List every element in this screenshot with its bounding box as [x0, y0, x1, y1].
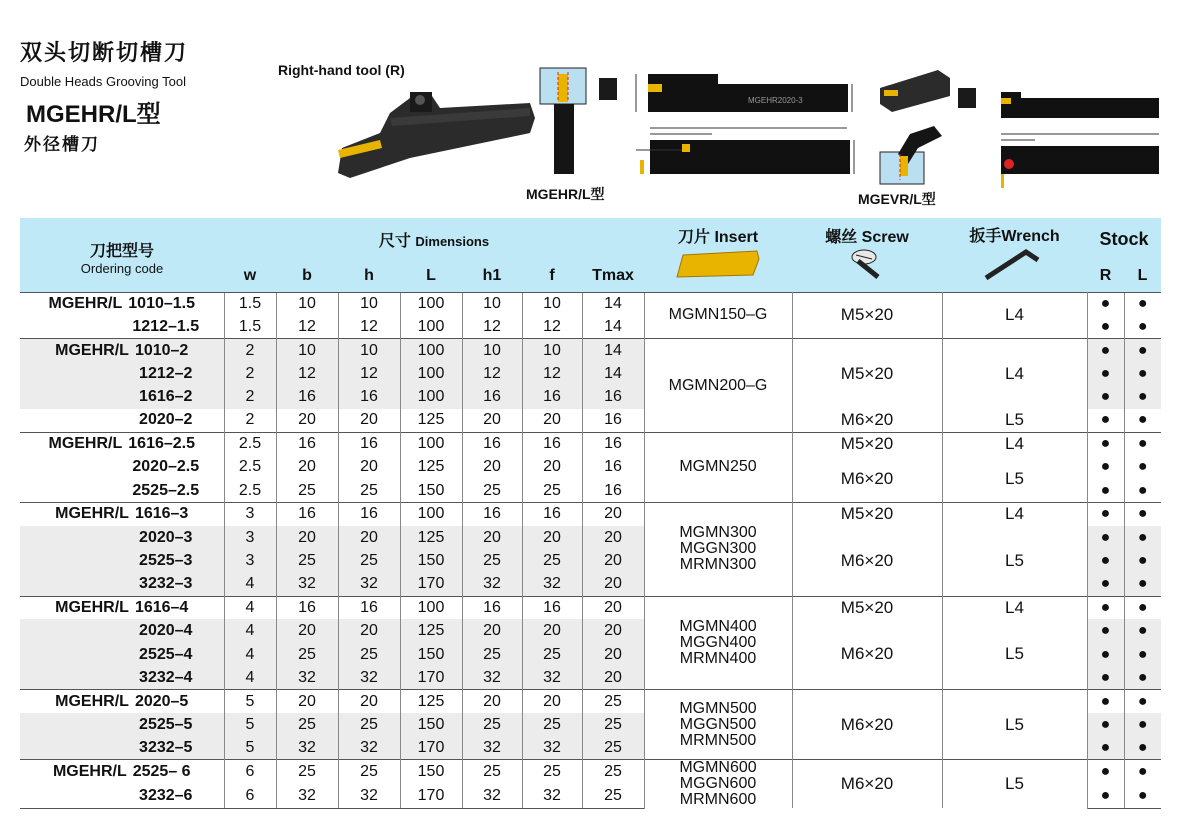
stock-r-cell: ● — [1087, 526, 1124, 549]
dim-w-cell: 2 — [224, 339, 276, 362]
col-b: b — [276, 260, 338, 292]
ordering-code-header: 刀把型号 Ordering code — [20, 218, 224, 292]
dim-f-cell: 10 — [522, 292, 582, 315]
dim-b-cell: 12 — [276, 315, 338, 338]
dim-l-cell: 150 — [400, 713, 462, 736]
dim-w-cell: 2.5 — [224, 432, 276, 455]
dim-l-cell: 170 — [400, 573, 462, 596]
screw-cell: M6×20 — [792, 690, 942, 760]
dim-h-cell: 12 — [338, 315, 400, 338]
dim-h-cell: 10 — [338, 339, 400, 362]
insert-cell: MGMN600 MGGN600 MRMN600 — [644, 760, 792, 809]
ordering-code-cell: 2020–2.5 — [132, 458, 200, 476]
dim-h-cell: 16 — [338, 503, 400, 526]
stock-l-cell: ● — [1124, 666, 1161, 689]
dim-f-cell: 16 — [522, 432, 582, 455]
dim-b-cell: 32 — [276, 666, 338, 689]
table-row — [20, 503, 1161, 526]
dim-h1-cell: 20 — [462, 619, 522, 642]
screw-cell: M5×20 — [792, 339, 942, 409]
dim-b-cell: 20 — [276, 456, 338, 479]
screw-cell: M5×20 — [792, 503, 942, 526]
dim-tmax-cell: 16 — [582, 386, 644, 409]
dim-h1-cell: 10 — [462, 339, 522, 362]
dim-tmax-cell: 20 — [582, 526, 644, 549]
stock-r-cell: ● — [1087, 432, 1124, 455]
ordering-code-cell: MGEHR/L 1010–1.5 — [20, 292, 224, 315]
stock-l-cell: ● — [1124, 760, 1161, 784]
dim-h-cell: 20 — [338, 690, 400, 713]
dim-w-cell: 3 — [224, 503, 276, 526]
dim-h-cell: 16 — [338, 386, 400, 409]
dim-l-cell: 100 — [400, 503, 462, 526]
stock-r-cell: ● — [1087, 666, 1124, 689]
table-row — [20, 690, 1161, 713]
front-schematic — [538, 66, 590, 178]
stock-r-cell: ● — [1087, 339, 1124, 362]
insert-header: 刀片 Insert — [644, 218, 792, 292]
dim-f-cell: 32 — [522, 666, 582, 689]
front-schematic-2 — [878, 124, 944, 186]
dim-h-cell: 12 — [338, 362, 400, 385]
dim-w-cell: 2 — [224, 409, 276, 432]
dim-f-cell: 20 — [522, 526, 582, 549]
dim-h-cell: 32 — [338, 784, 400, 808]
tool-photo — [330, 78, 540, 183]
dim-h1-cell: 20 — [462, 409, 522, 432]
stock-l-cell: ● — [1124, 432, 1161, 455]
ordering-code-cell: 3232–6 — [20, 784, 224, 808]
ordering-code-cell: 2525–4 — [20, 643, 224, 666]
dim-h-cell: 25 — [338, 760, 400, 784]
ordering-code-cell: MGEHR/L 1616–4 — [20, 596, 224, 619]
dim-l-cell: 150 — [400, 643, 462, 666]
col-h1: h1 — [462, 260, 522, 292]
dim-h-cell: 20 — [338, 456, 400, 479]
dim-h1-cell: 32 — [462, 736, 522, 759]
table-row — [20, 409, 1161, 432]
stock-r-cell: ● — [1087, 409, 1124, 432]
dim-l-cell: 125 — [400, 409, 462, 432]
stock-r-cell: ● — [1087, 713, 1124, 736]
ordering-code-cell: 2020–2 — [139, 411, 193, 429]
dim-h1-cell: 25 — [462, 479, 522, 502]
ordering-code-cell: 3232–4 — [20, 666, 224, 689]
stock-r-cell: ● — [1087, 573, 1124, 596]
dim-h-cell: 25 — [338, 643, 400, 666]
dim-l-cell: 100 — [400, 362, 462, 385]
stock-l-cell: ● — [1124, 315, 1161, 338]
ordering-code-cell: 2020–3 — [20, 526, 224, 549]
dim-tmax-cell: 16 — [582, 456, 644, 479]
wrench-cell: L5 — [942, 409, 1087, 432]
col-L: L — [400, 260, 462, 292]
dim-h-cell: 16 — [338, 432, 400, 455]
stock-l-cell: ● — [1124, 549, 1161, 572]
dim-b-cell: 20 — [276, 526, 338, 549]
dim-w-cell: 2.5 — [224, 456, 276, 479]
spec-table — [20, 218, 1161, 809]
dim-h1-cell: 25 — [462, 760, 522, 784]
dim-l-cell: 150 — [400, 479, 462, 502]
dim-tmax-cell: 25 — [582, 690, 644, 713]
screw-cell: M5×20 — [792, 292, 942, 339]
dim-b-cell: 16 — [276, 596, 338, 619]
stock-r-cell: ● — [1087, 315, 1124, 338]
dim-tmax-cell: 20 — [582, 643, 644, 666]
stock-l-cell: ● — [1124, 362, 1161, 385]
screw-cell: M6×20 — [792, 760, 942, 809]
figure-label-mgevr: MGEVR/L型 — [858, 191, 936, 207]
figure-label-mgehr: MGEHR/L型 — [526, 186, 605, 202]
dim-h-cell: 32 — [338, 666, 400, 689]
stock-r-cell: ● — [1087, 760, 1124, 784]
stock-l-cell: ● — [1124, 596, 1161, 619]
dim-h-cell: 32 — [338, 573, 400, 596]
stock-l-cell: ● — [1124, 386, 1161, 409]
screw-cell: M6×20 — [792, 456, 942, 503]
dim-f-cell: 25 — [522, 643, 582, 666]
dim-h1-cell: 20 — [462, 526, 522, 549]
stock-l-cell: ● — [1124, 409, 1161, 432]
dim-f-cell: 20 — [522, 409, 582, 432]
stock-r-cell: ● — [1087, 784, 1124, 808]
stock-r-cell: ● — [1087, 503, 1124, 526]
dim-h1-cell: 32 — [462, 666, 522, 689]
col-stock-r: R — [1087, 260, 1124, 292]
dim-l-cell: 100 — [400, 432, 462, 455]
dim-b-cell: 16 — [276, 503, 338, 526]
dim-w-cell: 3 — [224, 526, 276, 549]
ordering-code-cell: 2525–5 — [20, 713, 224, 736]
dim-b-cell: 25 — [276, 643, 338, 666]
ordering-code-cell: 3232–3 — [20, 573, 224, 596]
dim-l-cell: 125 — [400, 456, 462, 479]
wrench-cell: L5 — [942, 760, 1087, 809]
stock-r-cell: ● — [1087, 619, 1124, 642]
stock-l-cell: ● — [1124, 713, 1161, 736]
dim-b-cell: 25 — [276, 549, 338, 572]
title-english: Double Heads Grooving Tool — [20, 74, 186, 89]
dim-f-cell: 25 — [522, 479, 582, 502]
insert-cube-2 — [956, 86, 978, 110]
dim-l-cell: 100 — [400, 339, 462, 362]
dim-h-cell: 10 — [338, 292, 400, 315]
dim-w-cell: 2 — [224, 362, 276, 385]
dim-b-cell: 32 — [276, 784, 338, 808]
dim-b-cell: 32 — [276, 573, 338, 596]
stock-l-cell: ● — [1124, 526, 1161, 549]
ordering-code-cell: 2525–2.5 — [132, 481, 200, 499]
wrench-cell: L4 — [942, 339, 1087, 409]
screw-cell: M5×20 — [792, 596, 942, 619]
dim-h-cell: 20 — [338, 526, 400, 549]
insert-cube — [597, 76, 619, 102]
wrench-cell: L4 — [942, 432, 1087, 455]
dim-f-cell: 12 — [522, 315, 582, 338]
tool-photo-2 — [878, 68, 953, 116]
ordering-code-cell: 3232–5 — [20, 736, 224, 759]
stock-l-cell: ● — [1124, 573, 1161, 596]
insert-cell: MGMN300 MGGN300 MRMN300 — [644, 503, 792, 597]
table-row — [20, 760, 1161, 784]
dim-h1-cell: 10 — [462, 292, 522, 315]
stock-r-cell: ● — [1087, 456, 1124, 479]
dim-tmax-cell: 16 — [582, 409, 644, 432]
dim-b-cell: 20 — [276, 690, 338, 713]
side-drawing-bottom — [622, 120, 867, 180]
stock-r-cell: ● — [1087, 362, 1124, 385]
wrench-cell: L4 — [942, 596, 1087, 619]
dim-tmax-cell: 16 — [582, 479, 644, 502]
dim-l-cell: 125 — [400, 619, 462, 642]
side-drawing-top — [628, 68, 863, 120]
dim-tmax-cell: 14 — [582, 362, 644, 385]
dim-l-cell: 100 — [400, 386, 462, 409]
dim-w-cell: 3 — [224, 549, 276, 572]
dim-tmax-cell: 20 — [582, 503, 644, 526]
dim-h1-cell: 16 — [462, 432, 522, 455]
dim-h1-cell: 25 — [462, 713, 522, 736]
col-stock-l: L — [1124, 260, 1161, 292]
wrench-cell: L5 — [942, 690, 1087, 760]
dim-b-cell: 25 — [276, 713, 338, 736]
title-chinese: 双头切断切槽刀 — [20, 40, 189, 65]
dim-w-cell: 4 — [224, 643, 276, 666]
dim-tmax-cell: 25 — [582, 784, 644, 808]
stock-l-cell: ● — [1124, 456, 1161, 479]
ordering-code-cell: MGEHR/L 2020–5 — [20, 690, 224, 713]
dim-f-cell: 20 — [522, 690, 582, 713]
dim-f-cell: 32 — [522, 573, 582, 596]
dim-b-cell: 10 — [276, 339, 338, 362]
dim-f-cell: 25 — [522, 713, 582, 736]
title-model: MGEHR/L型 — [26, 101, 161, 128]
stock-l-cell: ● — [1124, 643, 1161, 666]
table-row — [20, 292, 1161, 315]
stock-l-cell: ● — [1124, 292, 1161, 315]
dim-h1-cell: 25 — [462, 643, 522, 666]
stock-r-cell: ● — [1087, 292, 1124, 315]
dim-tmax-cell: 20 — [582, 666, 644, 689]
stock-r-cell: ● — [1087, 690, 1124, 713]
dim-f-cell: 10 — [522, 339, 582, 362]
dim-w-cell: 2.5 — [224, 479, 276, 502]
dim-h1-cell: 16 — [462, 503, 522, 526]
stock-r-cell: ● — [1087, 386, 1124, 409]
dim-h-cell: 25 — [338, 479, 400, 502]
dim-l-cell: 100 — [400, 292, 462, 315]
ordering-code-cell: 2020–4 — [20, 619, 224, 642]
wrench-cell: L4 — [942, 292, 1087, 339]
insert-cell: MGMN400 MGGN400 MRMN400 — [644, 596, 792, 690]
wrench-header: 扳手Wrench — [942, 218, 1087, 292]
dim-f-cell: 32 — [522, 784, 582, 808]
screw-icon — [842, 247, 892, 281]
stock-l-cell: ● — [1124, 736, 1161, 759]
dim-w-cell: 5 — [224, 690, 276, 713]
dim-h1-cell: 20 — [462, 456, 522, 479]
stock-header: Stock — [1087, 218, 1161, 260]
screw-cell: M6×20 — [792, 409, 942, 432]
dim-f-cell: 32 — [522, 736, 582, 759]
table-row — [20, 339, 1161, 362]
dim-tmax-cell: 25 — [582, 760, 644, 784]
dim-w-cell: 2 — [224, 386, 276, 409]
dim-tmax-cell: 20 — [582, 619, 644, 642]
table-row — [20, 456, 1161, 479]
dim-b-cell: 16 — [276, 432, 338, 455]
dim-b-cell: 10 — [276, 292, 338, 315]
dimensions-header: 尺寸 Dimensions — [224, 218, 644, 260]
dim-f-cell: 16 — [522, 503, 582, 526]
dim-f-cell: 16 — [522, 596, 582, 619]
dim-f-cell: 20 — [522, 456, 582, 479]
dim-h1-cell: 16 — [462, 386, 522, 409]
dim-f-cell: 25 — [522, 760, 582, 784]
ordering-code-cell: 1616–2 — [20, 386, 224, 409]
screw-cell: M6×20 — [792, 526, 942, 596]
screw-cell: M5×20 — [792, 432, 942, 455]
stock-l-cell: ● — [1124, 503, 1161, 526]
stock-l-cell: ● — [1124, 339, 1161, 362]
ordering-code-cell: MGEHR/L 2525– 6 — [20, 760, 224, 784]
dim-h-cell: 32 — [338, 736, 400, 759]
stock-l-cell: ● — [1124, 619, 1161, 642]
dim-w-cell: 5 — [224, 736, 276, 759]
dim-f-cell: 25 — [522, 549, 582, 572]
dim-w-cell: 4 — [224, 596, 276, 619]
dim-w-cell: 1.5 — [224, 292, 276, 315]
dim-tmax-cell: 20 — [582, 596, 644, 619]
dim-l-cell: 150 — [400, 549, 462, 572]
dim-w-cell: 6 — [224, 784, 276, 808]
table-row — [20, 432, 1161, 455]
stock-r-cell: ● — [1087, 479, 1124, 502]
stock-l-cell: ● — [1124, 784, 1161, 808]
table-row — [20, 619, 1161, 642]
dim-tmax-cell: 20 — [582, 573, 644, 596]
insert-cell: MGMN250 — [644, 432, 792, 502]
wrench-icon — [980, 246, 1050, 282]
dim-b-cell: 25 — [276, 760, 338, 784]
col-h: h — [338, 260, 400, 292]
dim-w-cell: 4 — [224, 573, 276, 596]
wrench-cell: L5 — [942, 619, 1087, 689]
stock-r-cell: ● — [1087, 736, 1124, 759]
dim-h-cell: 25 — [338, 549, 400, 572]
ordering-code-cell: MGEHR/L 1616–3 — [20, 503, 224, 526]
dim-h1-cell: 32 — [462, 573, 522, 596]
ordering-code-cell: MGEHR/L 1616–2.5 — [20, 432, 224, 455]
dim-f-cell: 16 — [522, 386, 582, 409]
title-subtitle: 外径槽刀 — [24, 135, 100, 154]
table-row — [20, 526, 1161, 549]
dim-h1-cell: 25 — [462, 549, 522, 572]
col-tmax: Tmax — [582, 260, 644, 292]
dim-h1-cell: 20 — [462, 690, 522, 713]
insert-icon — [673, 247, 763, 281]
col-f: f — [522, 260, 582, 292]
dim-tmax-cell: 14 — [582, 292, 644, 315]
dim-w-cell: 1.5 — [224, 315, 276, 338]
side-drawing-2 — [985, 84, 1165, 194]
dim-h-cell: 25 — [338, 713, 400, 736]
ordering-code-cell: 2525–3 — [20, 549, 224, 572]
dim-tmax-cell: 14 — [582, 339, 644, 362]
insert-cell: MGMN150–G — [644, 292, 792, 339]
stock-r-cell: ● — [1087, 549, 1124, 572]
dim-tmax-cell: 20 — [582, 549, 644, 572]
dim-l-cell: 100 — [400, 596, 462, 619]
dim-f-cell: 20 — [522, 619, 582, 642]
dim-w-cell: 6 — [224, 760, 276, 784]
stock-l-cell: ● — [1124, 690, 1161, 713]
dim-h1-cell: 12 — [462, 362, 522, 385]
dim-l-cell: 125 — [400, 690, 462, 713]
wrench-cell: L5 — [942, 526, 1087, 596]
dim-b-cell: 12 — [276, 362, 338, 385]
ordering-code-cell: 1212–1.5 — [132, 317, 200, 335]
dim-tmax-cell: 14 — [582, 315, 644, 338]
dim-w-cell: 5 — [224, 713, 276, 736]
wrench-cell: L4 — [942, 503, 1087, 526]
stock-l-cell: ● — [1124, 479, 1161, 502]
dim-w-cell: 4 — [224, 619, 276, 642]
dim-h-cell: 16 — [338, 596, 400, 619]
col-w: w — [224, 260, 276, 292]
ordering-code-cell: 1212–2 — [20, 362, 224, 385]
dim-h-cell: 20 — [338, 409, 400, 432]
dim-b-cell: 32 — [276, 736, 338, 759]
dim-l-cell: 170 — [400, 736, 462, 759]
dim-b-cell: 20 — [276, 409, 338, 432]
dim-l-cell: 125 — [400, 526, 462, 549]
dim-l-cell: 170 — [400, 666, 462, 689]
screw-header: 螺丝 Screw — [792, 218, 942, 292]
dim-f-cell: 12 — [522, 362, 582, 385]
insert-cell: MGMN500 MGGN500 MRMN500 — [644, 690, 792, 760]
dim-w-cell: 4 — [224, 666, 276, 689]
dim-tmax-cell: 16 — [582, 432, 644, 455]
ordering-code-cell: MGEHR/L 1010–2 — [20, 339, 224, 362]
dim-l-cell: 150 — [400, 760, 462, 784]
dim-b-cell: 20 — [276, 619, 338, 642]
stock-r-cell: ● — [1087, 596, 1124, 619]
dim-b-cell: 16 — [276, 386, 338, 409]
stock-r-cell: ● — [1087, 643, 1124, 666]
dim-h1-cell: 12 — [462, 315, 522, 338]
dim-l-cell: 170 — [400, 784, 462, 808]
wrench-cell: L5 — [942, 456, 1087, 503]
dim-h1-cell: 16 — [462, 596, 522, 619]
drawing-model-text: MGEHR2020-3 — [748, 96, 803, 105]
right-hand-label: Right-hand tool (R) — [278, 62, 405, 78]
dim-tmax-cell: 25 — [582, 736, 644, 759]
dim-h1-cell: 32 — [462, 784, 522, 808]
dim-b-cell: 25 — [276, 479, 338, 502]
insert-cell: MGMN200–G — [644, 339, 792, 433]
dim-l-cell: 100 — [400, 315, 462, 338]
screw-cell: M6×20 — [792, 619, 942, 689]
dim-tmax-cell: 25 — [582, 713, 644, 736]
table-row — [20, 596, 1161, 619]
dim-h-cell: 20 — [338, 619, 400, 642]
